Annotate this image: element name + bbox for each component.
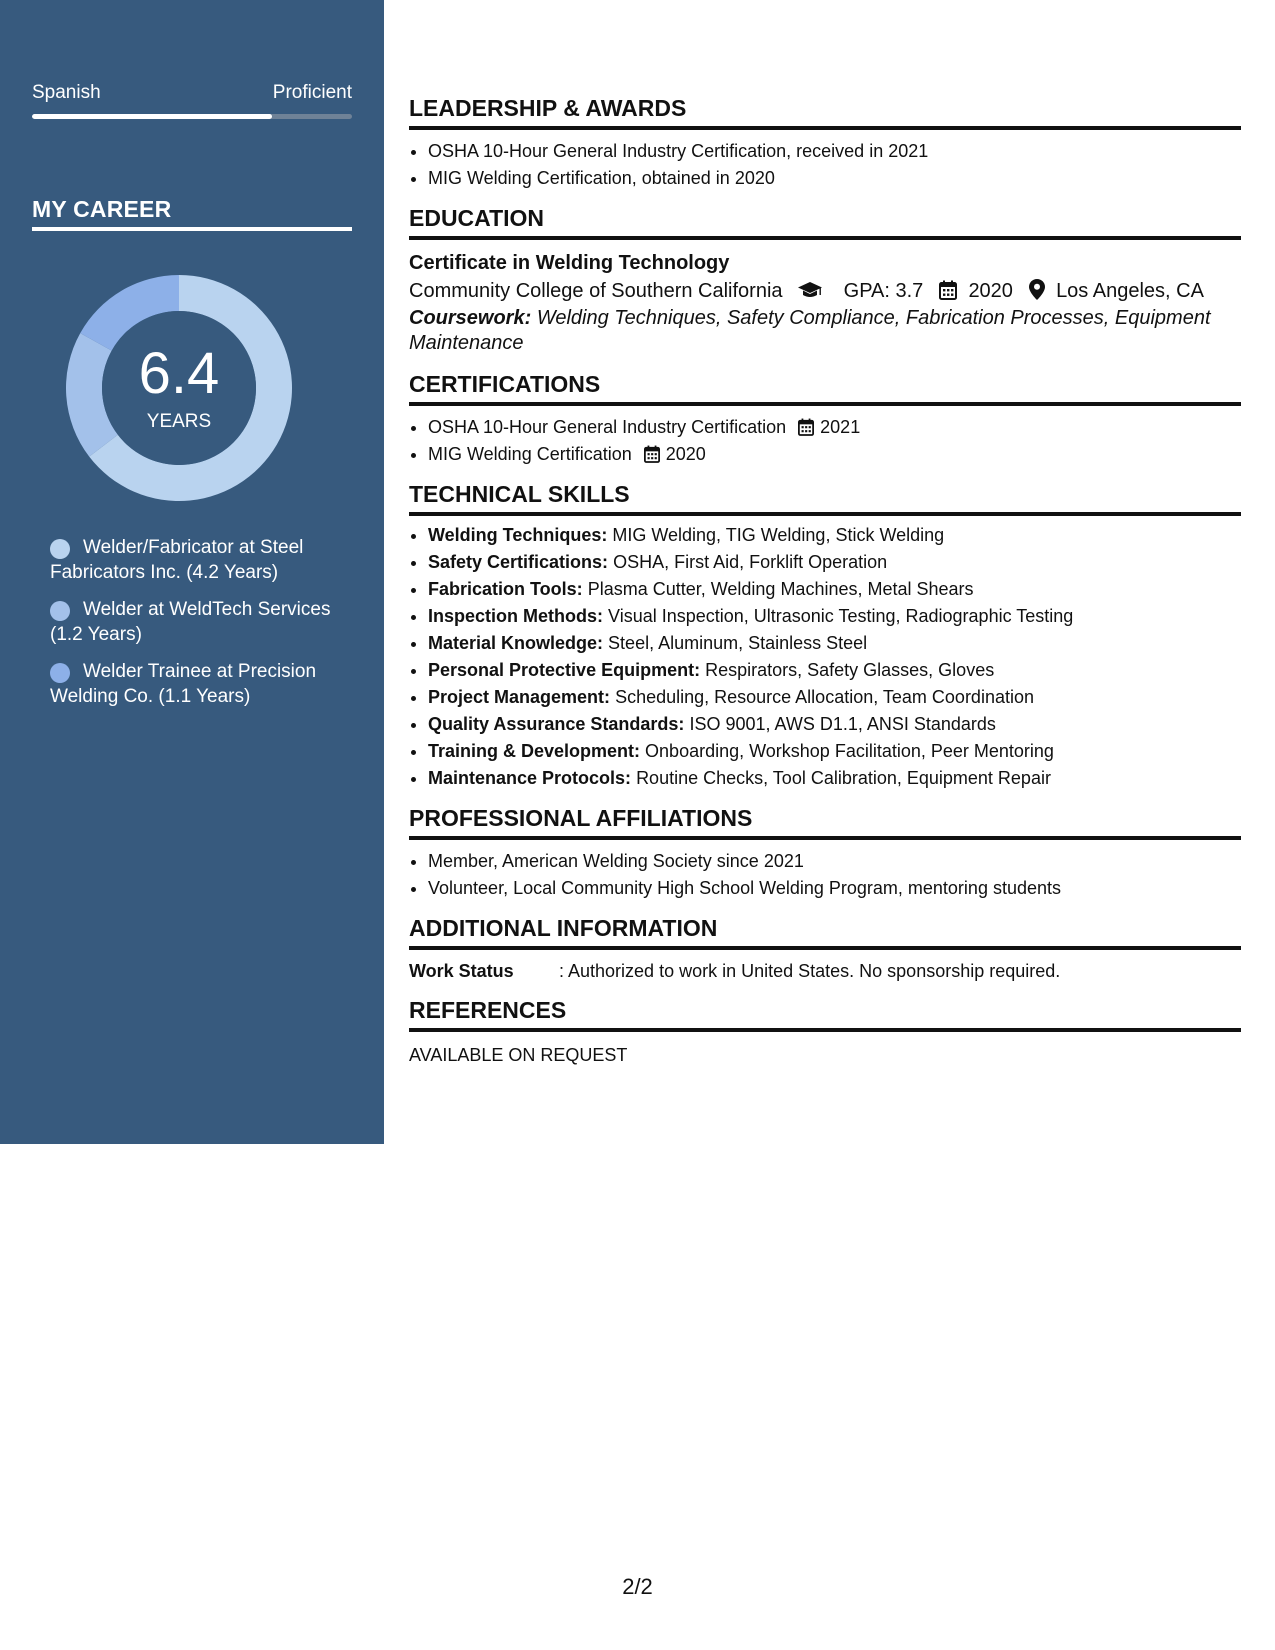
skill-label: Inspection Methods: — [428, 606, 603, 626]
certifications-section — [409, 370, 1241, 468]
skill-value: Routine Checks, Tool Calibration, Equipment Repair — [636, 768, 1051, 788]
skill-value: MIG Welding, TIG Welding, Stick Welding — [612, 525, 945, 545]
list-item — [428, 441, 1241, 468]
skill-label: Quality Assurance Standards: — [428, 714, 685, 734]
education-section — [409, 204, 1241, 356]
skill-label: Welding Techniques: — [428, 525, 608, 545]
career-legend-dot — [50, 539, 70, 559]
career-title: MY CAREER — [32, 196, 172, 222]
map-pin-icon — [1029, 279, 1045, 300]
education-details — [409, 276, 1241, 306]
section-title: PROFESSIONAL AFFILIATIONS — [409, 804, 1241, 840]
affiliations-list — [409, 848, 1241, 902]
sidebar — [0, 0, 384, 1144]
career-list — [50, 535, 350, 721]
section-title: EDUCATION — [409, 204, 1241, 240]
list-item — [428, 684, 1241, 711]
calendar-icon — [798, 418, 814, 436]
career-item — [50, 597, 350, 647]
language-proficiency-fill — [32, 114, 272, 119]
language-level: Proficient — [272, 82, 352, 103]
skill-label: Safety Certifications: — [428, 552, 609, 572]
skill-value: Steel, Aluminum, Stainless Steel — [608, 633, 868, 653]
skill-value: Scheduling, Resource Allocation, Team Coordination — [615, 687, 1034, 707]
certifications-list — [409, 414, 1241, 468]
skill-label: Training & Development: — [428, 741, 641, 761]
section-title: ADDITIONAL INFORMATION — [409, 914, 1241, 950]
coursework-text: Welding Techniques, Safety Compliance, Fabrication Processes, Equipment Maintenance — [409, 307, 1211, 354]
list-item — [428, 522, 1241, 549]
skills-list — [409, 522, 1241, 792]
education-school: Community College of Southern California — [409, 280, 783, 302]
references-section — [409, 996, 1241, 1068]
section-title: TECHNICAL SKILLS — [409, 480, 1241, 516]
list-item: • MIG Welding Certification, obtained in 2020 — [428, 165, 1241, 192]
work-status-value: : Authorized to work in United States. No sponsorship required. — [559, 961, 1061, 981]
section-title: CERTIFICATIONS — [409, 370, 1241, 406]
career-item — [50, 659, 350, 709]
skill-value: Respirators, Safety Glasses, Gloves — [705, 660, 995, 680]
career-title-rule — [32, 227, 352, 231]
education-coursework — [409, 306, 1241, 356]
skill-value: Plasma Cutter, Welding Machines, Metal Shears — [587, 579, 974, 599]
calendar-icon — [939, 280, 957, 300]
certification-name: MIG Welding Certification — [428, 444, 632, 464]
certification-name: OSHA 10-Hour General Industry Certification — [428, 417, 787, 437]
skills-section — [409, 480, 1241, 792]
skill-label: Fabrication Tools: — [428, 579, 583, 599]
career-item-label: Welder Trainee at Precision Welding Co. (1.1 Years) — [50, 661, 317, 707]
additional-section — [409, 914, 1241, 984]
skill-label: Project Management: — [428, 687, 611, 707]
skill-label: Material Knowledge: — [428, 633, 604, 653]
graduation-cap-icon — [798, 280, 822, 300]
page-number: 2/2 — [622, 1574, 653, 1599]
list-item — [428, 711, 1241, 738]
list-item — [428, 657, 1241, 684]
skill-label: Maintenance Protocols: — [428, 768, 632, 788]
list-item: • OSHA 10-Hour General Industry Certification, received in 2021 — [428, 138, 1241, 165]
career-item-label: Welder/Fabricator at Steel Fabricators Inc. (4.2 Years) — [50, 537, 304, 583]
list-item — [428, 603, 1241, 630]
leadership-list — [409, 138, 1241, 192]
skill-value: OSHA, First Aid, Forklift Operation — [613, 552, 888, 572]
section-title: LEADERSHIP & AWARDS — [409, 94, 1241, 130]
work-status-row — [409, 958, 1241, 984]
calendar-icon — [644, 445, 660, 463]
skill-value: ISO 9001, AWS D1.1, ANSI Standards — [689, 714, 996, 734]
references-text: AVAILABLE ON REQUEST — [409, 1045, 628, 1065]
section-title: REFERENCES — [409, 996, 1241, 1032]
list-item — [428, 414, 1241, 441]
career-total-years: 6.4 — [138, 341, 220, 406]
list-item: • Volunteer, Local Community High School Welding Program, mentoring students — [428, 875, 1241, 902]
work-status-label: Work Status — [409, 961, 514, 981]
education-year: 2020 — [968, 280, 1013, 302]
skill-label: Personal Protective Equipment: — [428, 660, 701, 680]
leadership-section — [409, 94, 1241, 192]
career-years-unit: YEARS — [146, 411, 212, 432]
career-item — [50, 535, 350, 585]
certification-year: 2020 — [665, 444, 706, 464]
career-legend-dot — [50, 663, 70, 683]
list-item — [428, 630, 1241, 657]
list-item — [428, 549, 1241, 576]
main-content — [409, 94, 1241, 1068]
skill-value: Visual Inspection, Ultrasonic Testing, Radiographic Testing — [608, 606, 1074, 626]
career-item-label: Welder at WeldTech Services (1.2 Years) — [50, 599, 331, 645]
education-location: Los Angeles, CA — [1056, 280, 1204, 302]
coursework-label: Coursework: — [409, 307, 532, 329]
skill-value: Onboarding, Workshop Facilitation, Peer Mentoring — [645, 741, 1054, 761]
language-name: Spanish — [32, 82, 101, 103]
education-degree: Certificate in Welding Technology — [409, 252, 730, 274]
language-row — [32, 82, 352, 106]
certification-year: 2021 — [820, 417, 861, 437]
career-legend-dot — [50, 601, 70, 621]
education-gpa: GPA: 3.7 — [843, 280, 924, 302]
language-proficiency-bar — [32, 114, 352, 119]
affiliations-section — [409, 804, 1241, 902]
list-item: • Member, American Welding Society since 2021 — [428, 848, 1241, 875]
career-donut-chart — [66, 275, 292, 501]
list-item — [428, 765, 1241, 792]
list-item — [428, 738, 1241, 765]
list-item — [428, 576, 1241, 603]
